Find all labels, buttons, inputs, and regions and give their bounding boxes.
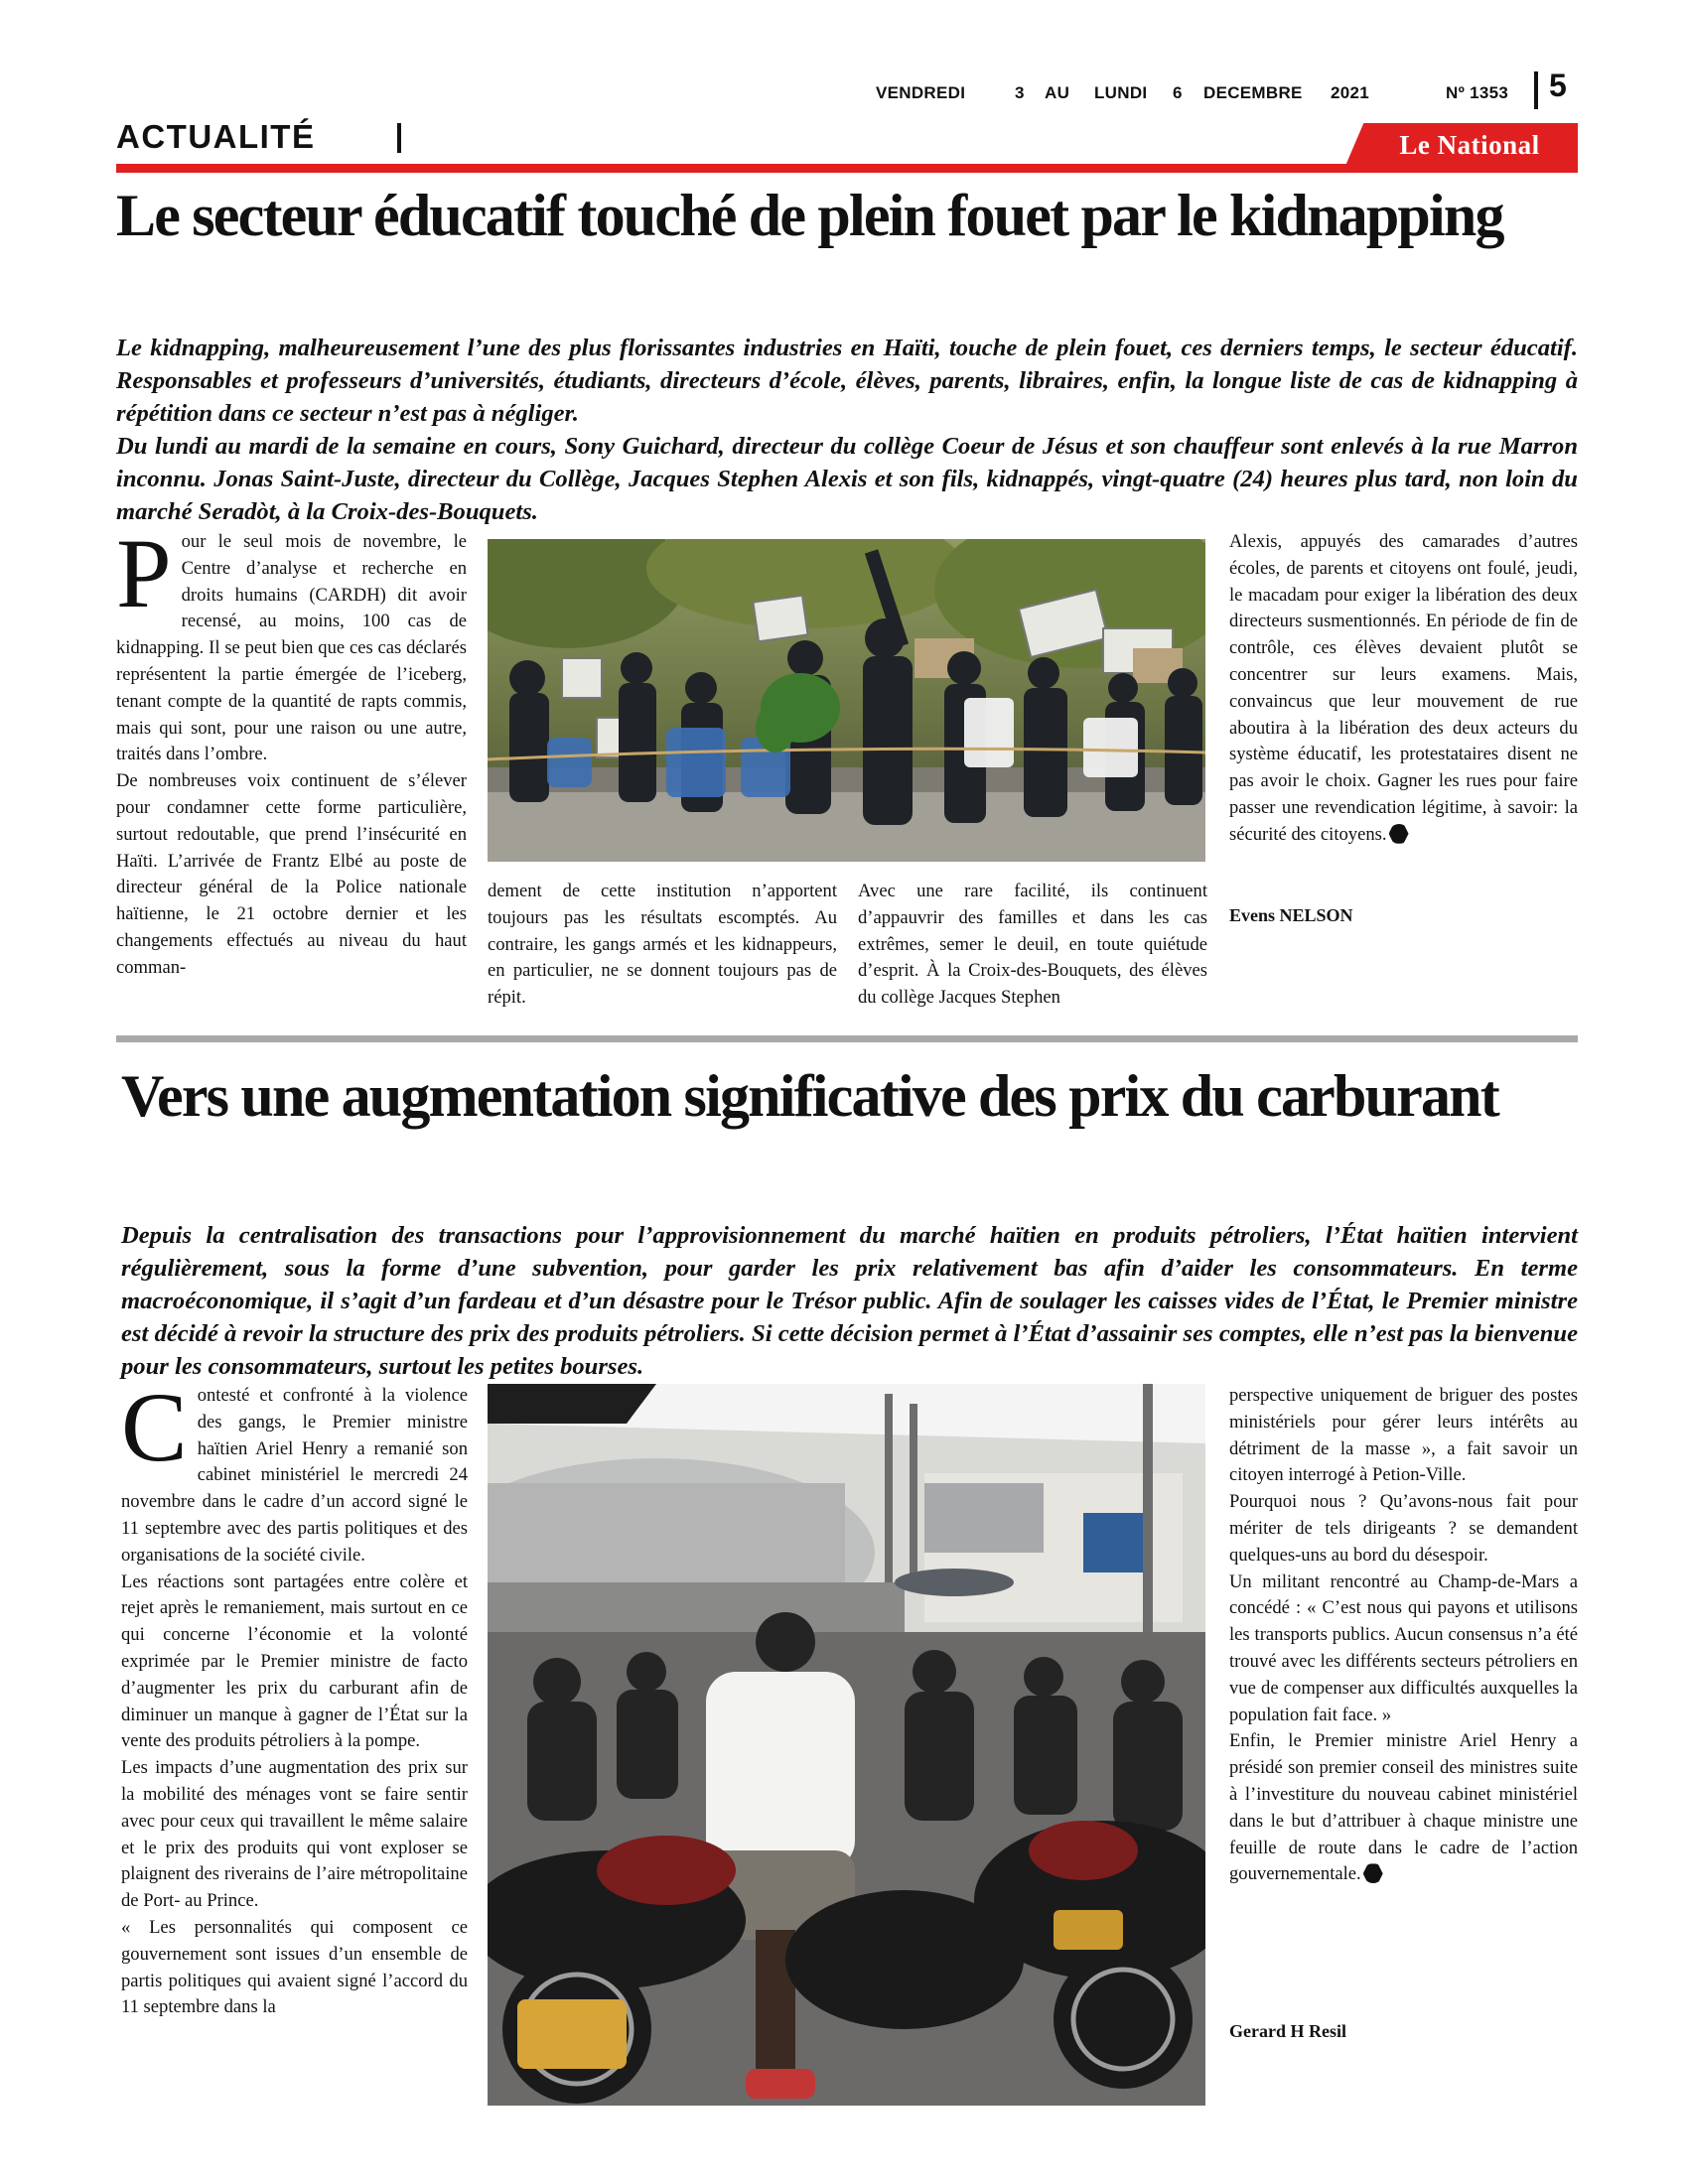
article2-paragraph: Les impacts d’une augmentation des prix sur la mobilité des ménages vont se faire sentir avec pour ceux qui travaillent le même salaire et le prix des produits qui vont exploser se plaignent des riverains de l’aire métropolitaine de Port- au Prince.	[121, 1757, 468, 1912]
article2-paragraph: Pourquoi nous ? Qu’avons-nous fait pour mériter de tels dirigeants ? se demandent quelques-uns au bord du désespoir.	[1229, 1491, 1578, 1566]
article1-column-2	[488, 879, 837, 1012]
article1-author: Evens NELSON	[1229, 905, 1353, 925]
article2-lede	[121, 1219, 1578, 1383]
article1-lede-paragraph: Le kidnapping, malheureusement l’une des plus florissantes industries en Haïti, touche de plein fouet, ces derniers temps, le secteur éducatif. Responsables et professeurs d’universités, étudiants, directeurs d’école, élèves, parents, libraires, enfin, la longue liste de cas de kidnapping à répétition dans ce secteur n’est pas à négliger.	[116, 335, 1578, 427]
article2-column-1	[121, 1372, 468, 2021]
article1-column-4	[1229, 529, 1578, 849]
masthead-label: Le National	[1399, 130, 1540, 160]
article2-paragraph	[1229, 1728, 1578, 1888]
section-divider	[397, 123, 401, 153]
date-year: 2021	[1331, 83, 1370, 102]
motorcycle-crowd-photo	[488, 1384, 1205, 2106]
article1-column-3	[858, 879, 1207, 1012]
date-num-from: 3	[1015, 83, 1025, 102]
article2-paragraph: perspective uniquement de briguer des postes ministériels pour gérer leurs intérêts au détriment de la masse », a fait savoir un citoyen interrogé à Petion-Ville.	[1229, 1385, 1578, 1486]
article2-lede-paragraph: Depuis la centralisation des transactions pour l’approvisionnement du marché haïtien en produits pétroliers, l’État haïtien intervient régulièrement, sous la forme d’une subvention, pour garder les prix relativement bas afin d’aider les consommateurs. En terme macroéconomique, il s’agit d’un fardeau et d’un désastre pour le Trésor public. Afin de soulager les caisses vides de l’État, le Premier ministre est décidé à revoir la structure des prix des produits pétroliers. Si cette décision permet à l’État d’assainir ses comptes, elle n’est pas la bienvenue pour les consommateurs, surtout les petites bourses.	[121, 1222, 1578, 1380]
article2-paragraph: Les réactions sont partagées entre colère et rejet après le remaniement, mais surtout en ce qui concerne l’économie et la volonté exprimée par le Premier ministre de facto d’augmenter les prix du carburant afin de diminuer un manque à gagner de l’État sur la vente des produits pétroliers à la pompe.	[121, 1570, 468, 1752]
article2-author: Gerard H Resil	[1229, 2021, 1346, 2041]
protest-photo	[488, 539, 1205, 862]
article1-paragraph: Avec une rare facilité, ils continuent d’appauvrir des familles et dans les cas extrêmes, semer le deuil, en toute quiétude d’esprit. À la Croix-des-Bouquets, des élèves du collège Jacques Stephen	[858, 881, 1207, 1009]
drop-cap: C	[121, 1372, 188, 1482]
article2-paragraph: Un militant rencontré au Champ-de-Mars a concédé : « C’est nous qui payons et utilisons les transports publics. Aucun consensus n’a été trouvé avec les différents secteurs pétroliers en vue de compenser aux difficultés auxquelles la population fait face. »	[1229, 1570, 1578, 1725]
article2-headline: Vers une augmentation significative des prix du carburant	[121, 1063, 1498, 1129]
article-separator	[116, 1035, 1578, 1042]
page-number-divider	[1534, 71, 1538, 109]
article2-paragraph	[121, 1372, 468, 1570]
article1-text: our le seul mois de novembre, le Centre d’analyse et recherche en droits humains (CARDH) dit avoir recensé, au moins, 100 cas de kidnapping. Il se peut bien que ces cas déclarés représentent la partie émergée de l’iceberg, tenant compte de la quantité de rapts commis, mais qui sont, pour une raison ou une autre, traités dans l’ombre.	[116, 531, 467, 765]
date-au: AU	[1045, 83, 1070, 102]
article1-lede	[116, 332, 1578, 528]
section-label: ACTUALITÉ	[116, 118, 316, 155]
date-num-to: 6	[1173, 83, 1183, 102]
date-day-from: VENDREDI	[876, 83, 966, 102]
end-mark-icon	[1363, 1863, 1383, 1883]
article2-text: ontesté et confronté à la violence des gangs, le Premier ministre haïtien Ariel Henry a remanié son cabinet ministériel le mercredi 24 novembre dans le cadre d’un accord signé le 11 septembre avec des partis politiques et des organisations de la société civile.	[121, 1385, 468, 1566]
article2-text: Enfin, le Premier ministre Ariel Henry a présidé son premier conseil des ministres suite à l’investiture du nouveau cabinet ministériel dans le but d’attribuer à chaque ministre une feuille de route dans le cadre de l’action gouvernementale.	[1229, 1730, 1578, 1885]
dateline	[874, 83, 1509, 107]
date-month: DECEMBRE	[1203, 83, 1303, 102]
article2-paragraph: « Les personnalités qui composent ce gouvernement sont issues d’un ensemble de partis politiques qui avaient signé l’accord du 11 septembre dans la	[121, 1916, 468, 2018]
article1-paragraph	[1229, 529, 1578, 849]
drop-cap: P	[116, 518, 172, 628]
article1-column-1	[116, 518, 467, 982]
article2-column-4	[1229, 1383, 1578, 1888]
article1-paragraph	[116, 518, 467, 768]
article1-text: Alexis, appuyés des camarades d’autres écoles, de parents et citoyens ont foulé, jeudi, le macadam pour exiger la libération des deux directeurs susmentionnés. En période de fin de contrôle, ces élèves devaient plutôt se concentrer sur leurs examens. Mais, convaincus que leur mouvement de rue aboutira à la libération des deux acteurs du système éducatif, les protestataires disent ne pas avoir le choix. Gagner les rues pour faire passer une revendication légitime, à savoir: la sécurité des citoyens.	[1229, 531, 1578, 845]
end-mark-icon	[1389, 824, 1409, 844]
article1-paragraph: De nombreuses voix continuent de s’élever pour condamner cette forme particulière, surtout redoutable, que prend l’insécurité en Haïti. L’arrivée de Frantz Elbé au poste de directeur général de la Police nationale haïtienne, le 21 octobre dernier et les changements effectués au niveau du haut comman-	[116, 770, 467, 978]
page-number: 5	[1549, 68, 1567, 103]
article1-headline: Le secteur éducatif touché de plein fouet par le kidnapping	[116, 183, 1503, 248]
date-day-to: LUNDI	[1094, 83, 1148, 102]
article1-paragraph: dement de cette institution n’apportent toujours pas les résultats escomptés. Au contraire, les gangs armés et les kidnappeurs, en particulier, ne se donnent toujours pas de répit.	[488, 881, 837, 1009]
article1-lede-paragraph: Du lundi au mardi de la semaine en cours, Sony Guichard, directeur du collège Coeur de Jésus et son chauffeur sont enlevés à la rue Marron inconnu. Jonas Saint-Juste, directeur du Collège, Jacques Stephen Alexis et son fils, kidnappés, vingt-quatre (24) heures plus tard, non loin du marché Seradòt, à la Croix-des-Bouquets.	[116, 433, 1578, 525]
issue-number: Nº 1353	[1446, 83, 1509, 102]
